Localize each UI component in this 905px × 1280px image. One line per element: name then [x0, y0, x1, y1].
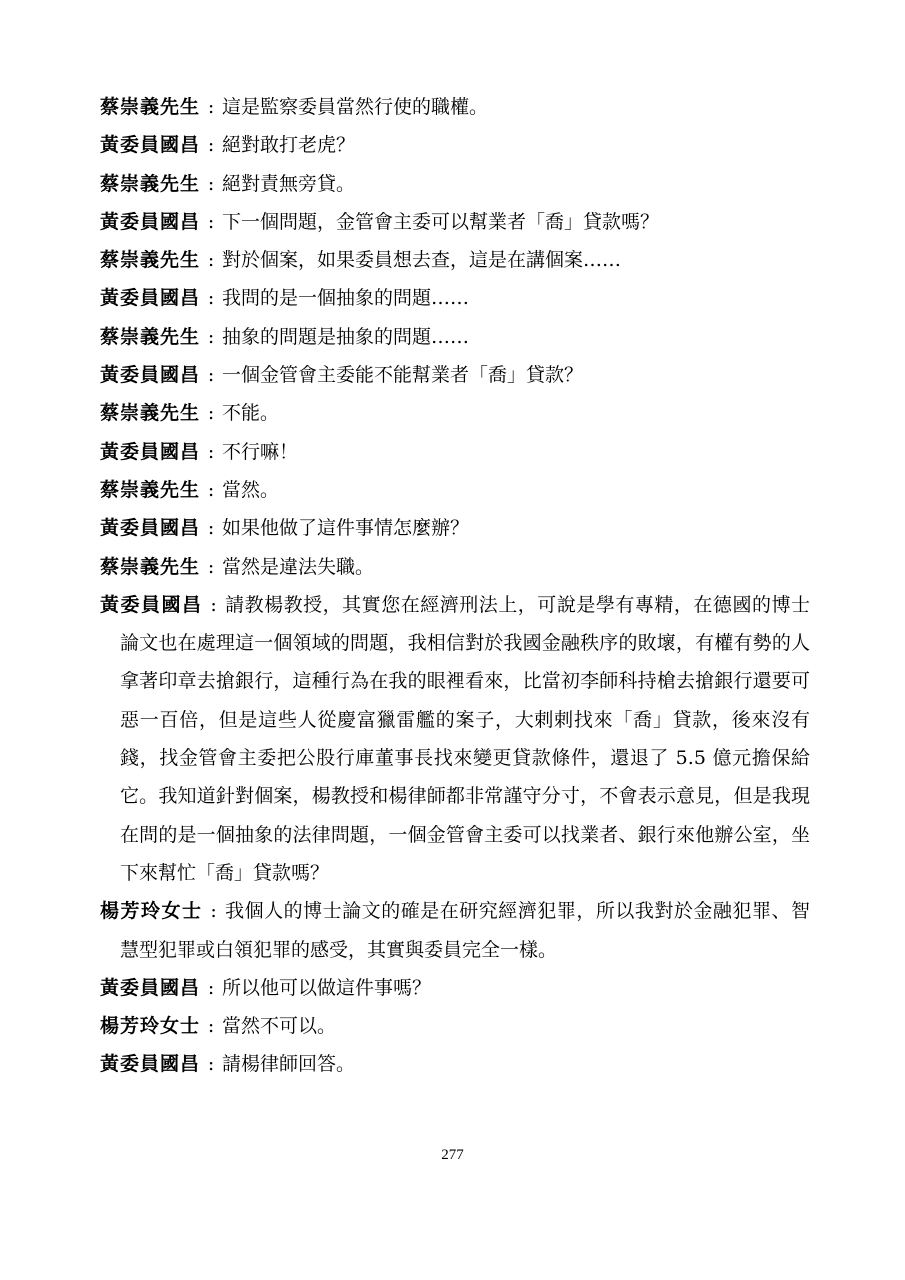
transcript — [100, 88, 810, 1084]
speech-text: 當然是違法失職。 — [222, 555, 375, 578]
colon: : — [207, 364, 215, 387]
speech-text: 當然不可以。 — [222, 1015, 337, 1038]
colon: : — [207, 210, 215, 233]
colon: : — [207, 517, 215, 540]
dialogue-entry — [100, 203, 810, 241]
dialogue-entry — [100, 318, 810, 356]
speaker-name: 蔡崇義先生 — [100, 402, 201, 425]
dialogue-entry — [100, 969, 810, 1007]
colon: : — [207, 402, 215, 425]
dialogue-entry — [100, 433, 810, 471]
dialogue-entry — [100, 1045, 810, 1083]
dialogue-entry — [100, 892, 810, 969]
speaker-name: 黃委員國昌 — [100, 440, 201, 463]
speech-text: 一個金管會主委能不能幫業者「喬」貸款？ — [222, 364, 584, 387]
speaker-name: 黃委員國昌 — [100, 1053, 201, 1076]
speaker-name: 黃委員國昌 — [100, 517, 201, 540]
speaker-name: 蔡崇義先生 — [100, 478, 201, 501]
colon: : — [207, 976, 215, 999]
dialogue-entry — [100, 356, 810, 394]
speaker-name: 蔡崇義先生 — [100, 96, 201, 118]
colon: : — [207, 134, 215, 157]
dialogue-entry — [100, 394, 810, 432]
speech-text: 我問的是一個抽象的問題…… — [222, 287, 470, 310]
colon: : — [207, 478, 215, 501]
dialogue-entry — [100, 241, 810, 279]
colon: : — [207, 172, 215, 195]
speech-text: 我個人的博士論文的確是在研究經濟犯罪，所以我對於金融犯罪、智慧型犯罪或白領犯罪的感受，其實與委員完全一樣。 — [120, 900, 810, 961]
dialogue-entry — [100, 471, 810, 509]
speech-text: 下一個問題，金管會主委可以幫業者「喬」貸款嗎？ — [222, 210, 660, 233]
dialogue-entry — [100, 509, 810, 547]
speech-text: 絕對責無旁貸。 — [222, 172, 356, 195]
speaker-name: 蔡崇義先生 — [100, 555, 201, 578]
colon: : — [207, 96, 215, 118]
colon: : — [207, 325, 215, 348]
speech-text: 請教楊教授，其實您在經濟刑法上，可說是學有專精，在德國的博士論文也在處理這一個領域的問題，我相信對於我國金融秩序的敗壞，有權有勢的人拿著印章去搶銀行，這種行為在我的眼裡看來，比當初李師科持槍去搶銀行還要可惡一百倍，但是這些人從慶富獵雷艦的案子，大剌剌找來「喬」貸款，後來沒有錢，找金管會主委把公股行庫董事長找來變更貸款條件，還退了 5.5 億元擔保給它。我知道針對個案，楊教授和楊律師都非常謹守分寸，不會表示意見，但是我現在問的是一個抽象的法律問題，一個金管會主委可以找業者、銀行來他辦公室，坐下來幫忙「喬」貸款嗎？ — [120, 593, 810, 884]
colon: : — [207, 555, 215, 578]
dialogue-entry — [100, 1007, 810, 1045]
speaker-name: 黃委員國昌 — [100, 364, 201, 387]
dialogue-entry — [100, 88, 810, 126]
speaker-name: 黃委員國昌 — [100, 593, 203, 616]
colon: : — [207, 249, 215, 272]
speech-text: 絕對敢打老虎？ — [222, 134, 356, 157]
speech-text: 不能。 — [222, 402, 280, 425]
speech-text: 當然。 — [222, 478, 280, 501]
speaker-name: 黃委員國昌 — [100, 976, 201, 999]
colon: : — [207, 1015, 215, 1038]
speaker-name: 黃委員國昌 — [100, 134, 201, 157]
speech-text: 不行嘛！ — [222, 440, 299, 463]
speech-text: 對於個案，如果委員想去查，這是在講個案…… — [222, 249, 622, 272]
speaker-name: 蔡崇義先生 — [100, 325, 201, 348]
colon: : — [210, 593, 217, 616]
speech-text: 這是監察委員當然行使的職權。 — [222, 96, 489, 118]
colon: : — [207, 287, 215, 310]
speaker-name: 蔡崇義先生 — [100, 172, 201, 195]
page-number: 277 — [441, 1147, 464, 1163]
speech-text: 所以他可以做這件事嗎？ — [222, 976, 432, 999]
colon: : — [207, 1053, 215, 1076]
colon: : — [210, 900, 217, 923]
colon: : — [207, 440, 215, 463]
speech-text: 抽象的問題是抽象的問題…… — [222, 325, 470, 348]
dialogue-entry — [100, 586, 810, 892]
speaker-name: 楊芳玲女士 — [100, 1015, 201, 1038]
dialogue-entry — [100, 279, 810, 317]
dialogue-entry — [100, 165, 810, 203]
speaker-name: 蔡崇義先生 — [100, 249, 201, 272]
dialogue-entry — [100, 548, 810, 586]
speaker-name: 楊芳玲女士 — [100, 900, 203, 923]
speaker-name: 黃委員國昌 — [100, 210, 201, 233]
speech-text: 如果他做了這件事情怎麼辦？ — [222, 517, 470, 540]
dialogue-entry — [100, 126, 810, 164]
speaker-name: 黃委員國昌 — [100, 287, 201, 310]
speech-text: 請楊律師回答。 — [222, 1053, 356, 1076]
